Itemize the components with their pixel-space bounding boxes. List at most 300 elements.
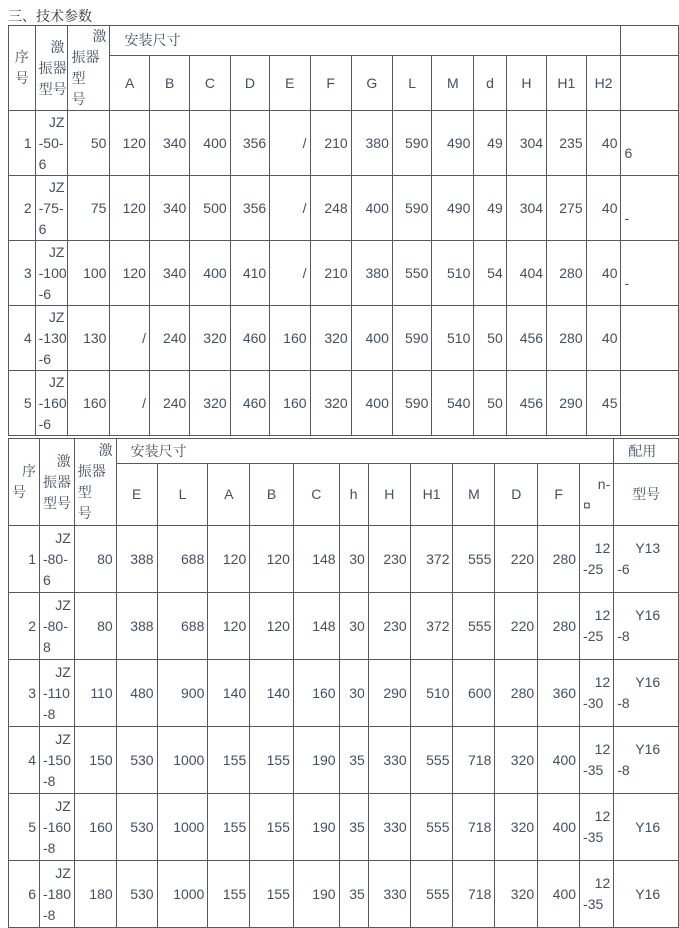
serial-cell: 1 xyxy=(9,111,36,176)
dim-cell: 35 xyxy=(339,727,368,794)
tech-params-table-top xyxy=(8,25,679,436)
dim-cell: 590 xyxy=(392,306,432,371)
dim-cell: 718 xyxy=(453,861,495,928)
cell-line: -35 xyxy=(583,762,604,778)
cell-line: 6 xyxy=(42,571,51,588)
cell-line: -8 xyxy=(42,772,56,789)
dim-cell: 304 xyxy=(506,111,546,176)
header-dim: L xyxy=(392,56,432,111)
cell-line: -130 xyxy=(38,329,67,346)
dim-cell: 40 xyxy=(586,306,621,371)
header-exciter-type xyxy=(74,439,116,526)
serial-cell: 3 xyxy=(9,660,40,727)
header-dim: F xyxy=(310,56,351,111)
motor-model-cell xyxy=(614,861,679,928)
dim-cell: 49 xyxy=(474,176,506,241)
cell-line: 12 xyxy=(594,674,611,690)
dim-cell: 148 xyxy=(293,593,339,660)
dim-cell: 190 xyxy=(293,727,339,794)
motor-model-cell xyxy=(614,526,679,593)
cell-line: -6 xyxy=(617,561,630,577)
exciter-model-cell xyxy=(35,241,68,306)
exciter-model-cell xyxy=(39,861,74,928)
cell-line: 12 xyxy=(594,808,611,824)
dim-cell: 120 xyxy=(208,526,250,593)
dim-cell: 155 xyxy=(208,861,250,928)
dim-cell: 400 xyxy=(351,306,392,371)
n-holes-cell xyxy=(580,861,614,928)
dim-cell: 280 xyxy=(495,660,538,727)
dim-cell: 590 xyxy=(392,371,432,436)
dim-cell: 320 xyxy=(190,371,230,436)
cell-line: -160 xyxy=(42,818,72,835)
cell-line: 6 xyxy=(38,220,47,237)
exciter-model-cell xyxy=(35,371,68,436)
n-holes-cell xyxy=(580,593,614,660)
tech-params-table-bottom xyxy=(8,438,679,928)
dim-cell: 50 xyxy=(474,306,506,371)
dim-cell: 40 xyxy=(586,111,621,176)
dim-cell: 320 xyxy=(190,306,230,371)
cell-line: 8 xyxy=(42,638,51,655)
header-row-group xyxy=(9,439,679,464)
cell-line: -75- xyxy=(38,199,64,216)
header-line: 号 xyxy=(77,505,92,521)
dim-cell: 530 xyxy=(116,794,157,861)
header-line: 型号 xyxy=(38,80,67,97)
cell-line: -8 xyxy=(42,906,56,923)
header-dim: L xyxy=(157,464,208,526)
header-exciter-type xyxy=(68,26,110,111)
cell-line: JZ xyxy=(48,243,65,260)
dim-cell: 900 xyxy=(157,660,208,727)
cell-line: JZ xyxy=(48,113,65,130)
clipped-cell xyxy=(621,241,679,306)
dim-cell: 30 xyxy=(339,526,368,593)
header-serial: 序号 xyxy=(9,26,36,111)
header-exciter-model xyxy=(39,439,74,526)
header-line: 激 xyxy=(56,452,71,469)
dim-cell: 220 xyxy=(495,593,538,660)
dim-cell: 372 xyxy=(410,526,453,593)
dim-cell: 275 xyxy=(547,176,587,241)
dim-cell: 220 xyxy=(495,526,538,593)
dim-cell: 460 xyxy=(230,371,270,436)
header-line: 振器 xyxy=(38,59,67,76)
dim-cell: 320 xyxy=(495,861,538,928)
exciter-model-cell xyxy=(39,660,74,727)
serial-cell: 2 xyxy=(9,176,36,241)
dim-cell: 30 xyxy=(339,660,368,727)
dim-cell: 320 xyxy=(495,794,538,861)
cell-line: JZ xyxy=(55,663,71,680)
dim-cell: 155 xyxy=(250,727,294,794)
dim-cell: 388 xyxy=(116,526,157,593)
dim-cell: 360 xyxy=(538,660,580,727)
header-line: 振器型 xyxy=(77,463,106,500)
dim-cell: 54 xyxy=(474,241,506,306)
exciter-type-cell: 160 xyxy=(68,371,110,436)
dim-cell: 460 xyxy=(230,306,270,371)
dim-cell: 555 xyxy=(410,794,453,861)
cell-line: Y16 xyxy=(635,607,661,623)
table-row xyxy=(9,861,679,928)
cell-line: -160 xyxy=(38,394,67,411)
exciter-type-cell: 110 xyxy=(74,660,116,727)
serial-cell: 3 xyxy=(9,241,36,306)
motor-model-cell xyxy=(614,593,679,660)
dim-cell: 49 xyxy=(474,111,506,176)
clipped-cell xyxy=(621,371,679,436)
header-dim: H1 xyxy=(547,56,587,111)
table-row xyxy=(9,371,679,436)
dim-cell: 280 xyxy=(538,593,580,660)
cell-line: -80- xyxy=(42,617,68,634)
cell-line: -8 xyxy=(617,762,630,778)
exciter-type-cell: 100 xyxy=(68,241,110,306)
cell-line: Y16 xyxy=(635,885,661,902)
header-dim: B xyxy=(250,464,294,526)
dim-cell: 356 xyxy=(230,176,270,241)
header-dim: E xyxy=(270,56,310,111)
n-holes-cell xyxy=(580,794,614,861)
header-dim: h xyxy=(339,464,368,526)
table-row xyxy=(9,306,679,371)
dim-cell: 40 xyxy=(586,241,621,306)
dim-cell: 140 xyxy=(250,660,294,727)
dim-cell: 510 xyxy=(432,241,474,306)
exciter-model-cell xyxy=(39,727,74,794)
header-dim: H1 xyxy=(410,464,453,526)
table-row xyxy=(9,660,679,727)
dim-cell: 340 xyxy=(149,111,189,176)
dim-cell: 600 xyxy=(453,660,495,727)
exciter-type-cell: 160 xyxy=(74,794,116,861)
cell-line: Y16 xyxy=(635,674,661,690)
header-serial xyxy=(9,439,40,526)
cell-line: -30 xyxy=(583,695,604,711)
motor-model-cell xyxy=(614,660,679,727)
cell-line: JZ xyxy=(48,373,65,390)
table-row xyxy=(9,526,679,593)
dim-cell: 555 xyxy=(410,861,453,928)
header-exciter-model xyxy=(35,26,68,111)
dim-cell: 510 xyxy=(410,660,453,727)
header-dim: G xyxy=(351,56,392,111)
cell-line: JZ xyxy=(48,308,65,325)
cell-line: -6 xyxy=(38,415,52,432)
dim-cell: 280 xyxy=(538,526,580,593)
header-line: 激 xyxy=(98,442,113,458)
header-dim: C xyxy=(293,464,339,526)
dim-cell: 410 xyxy=(230,241,270,306)
cell-line: -6 xyxy=(38,350,52,367)
dim-cell: 400 xyxy=(351,176,392,241)
cell-line: JZ xyxy=(48,178,65,195)
dim-cell: 555 xyxy=(453,526,495,593)
exciter-type-cell: 150 xyxy=(74,727,116,794)
cell-line: Y16 xyxy=(635,741,661,757)
table-row xyxy=(9,727,679,794)
n-holes-cell xyxy=(580,526,614,593)
dim-cell: 155 xyxy=(250,861,294,928)
header-motor-sub: 型号 xyxy=(614,464,679,526)
dim-cell: 510 xyxy=(432,306,474,371)
header-dim: M xyxy=(453,464,495,526)
dim-cell: 1000 xyxy=(157,861,208,928)
dim-cell: 160 xyxy=(270,306,310,371)
header-line: 振器型 xyxy=(71,49,100,86)
dim-cell: 35 xyxy=(339,861,368,928)
exciter-model-cell xyxy=(39,794,74,861)
dim-cell: 280 xyxy=(547,241,587,306)
cell-line: 12 xyxy=(594,875,611,891)
dim-cell: 30 xyxy=(339,593,368,660)
cell-line: 6 xyxy=(624,145,633,161)
cell-line: -8 xyxy=(617,628,630,644)
dim-cell: 120 xyxy=(208,593,250,660)
dim-cell: 280 xyxy=(547,306,587,371)
header-clipped-group xyxy=(621,26,679,56)
dim-cell: 490 xyxy=(432,176,474,241)
cell-line: JZ xyxy=(55,730,71,747)
cell-line xyxy=(621,187,678,208)
cell-line: -8 xyxy=(42,839,56,856)
header-line: ¤ xyxy=(583,496,591,513)
serial-cell: 6 xyxy=(9,861,40,928)
serial-cell: 5 xyxy=(9,371,36,436)
dim-cell: 456 xyxy=(506,371,546,436)
dim-cell: 530 xyxy=(116,727,157,794)
dim-cell: 480 xyxy=(116,660,157,727)
header-n-holes xyxy=(580,464,614,526)
exciter-type-cell: 50 xyxy=(68,111,110,176)
table-row xyxy=(9,111,679,176)
cell-line: -8 xyxy=(617,695,630,711)
exciter-model-cell xyxy=(35,306,68,371)
header-dim: F xyxy=(538,464,580,526)
cell-line: JZ xyxy=(55,529,71,546)
exciter-model-cell xyxy=(35,111,68,176)
cell-line: 12 xyxy=(594,607,611,623)
page-content xyxy=(8,8,679,928)
dim-cell: 240 xyxy=(149,371,189,436)
dim-cell: / xyxy=(110,306,150,371)
dim-cell: 230 xyxy=(368,593,410,660)
dim-cell: / xyxy=(110,371,150,436)
header-line: 振器 xyxy=(42,473,71,490)
table-row xyxy=(9,241,679,306)
header-dim: E xyxy=(116,464,157,526)
dim-cell: 590 xyxy=(392,176,432,241)
dim-cell: 320 xyxy=(495,727,538,794)
dim-cell: 490 xyxy=(432,111,474,176)
page-title: 三、技术参数 xyxy=(8,8,92,24)
table-row xyxy=(9,593,679,660)
dim-cell: 400 xyxy=(538,727,580,794)
dim-cell: 290 xyxy=(547,371,587,436)
cell-line: Y16 xyxy=(635,818,661,835)
dim-cell: 190 xyxy=(293,794,339,861)
header-dim: H2 xyxy=(586,56,621,111)
table-row xyxy=(9,794,679,861)
dim-cell: 380 xyxy=(351,111,392,176)
cell-line: JZ xyxy=(55,864,71,881)
header-row-group xyxy=(9,26,679,56)
dim-cell: 718 xyxy=(453,727,495,794)
dim-cell: 155 xyxy=(250,794,294,861)
cell-line: -100 xyxy=(38,264,67,281)
dim-cell: 160 xyxy=(293,660,339,727)
exciter-model-cell xyxy=(35,176,68,241)
dim-cell: 540 xyxy=(432,371,474,436)
cell-line: -110 xyxy=(42,684,70,701)
cell-line: -50- xyxy=(38,134,64,151)
dim-cell: 148 xyxy=(293,526,339,593)
dim-cell: 40 xyxy=(586,176,621,241)
cell-line xyxy=(621,252,678,273)
dim-cell: 456 xyxy=(506,306,546,371)
dim-cell: 240 xyxy=(149,306,189,371)
n-holes-cell xyxy=(580,660,614,727)
cell-line: 6 xyxy=(38,155,47,172)
cell-line: Y13 xyxy=(635,540,661,556)
dim-cell: 590 xyxy=(392,111,432,176)
dim-cell: 304 xyxy=(506,176,546,241)
dim-cell: 320 xyxy=(310,306,351,371)
header-dim: B xyxy=(149,56,189,111)
header-motor-group: 配用 xyxy=(614,439,679,464)
cell-line: -35 xyxy=(583,896,604,912)
serial-cell: 2 xyxy=(9,593,40,660)
cell-line: -150 xyxy=(42,751,72,768)
dim-cell: 718 xyxy=(453,794,495,861)
serial-cell: 5 xyxy=(9,794,40,861)
dim-cell: 400 xyxy=(190,111,230,176)
header-row-dims xyxy=(9,56,679,111)
dim-cell: 320 xyxy=(310,371,351,436)
dim-cell: 400 xyxy=(351,371,392,436)
exciter-type-cell: 130 xyxy=(68,306,110,371)
clipped-cell xyxy=(621,306,679,371)
dim-cell: 530 xyxy=(116,861,157,928)
exciter-type-cell: 80 xyxy=(74,526,116,593)
dim-cell: 1000 xyxy=(157,794,208,861)
dim-cell: 45 xyxy=(586,371,621,436)
cell-line: - xyxy=(624,210,630,226)
dim-cell: 330 xyxy=(368,727,410,794)
cell-line: -180 xyxy=(42,885,72,902)
dim-cell: 356 xyxy=(230,111,270,176)
header-dim: d xyxy=(474,56,506,111)
dim-cell: 404 xyxy=(506,241,546,306)
dim-cell: 50 xyxy=(474,371,506,436)
dim-cell: 120 xyxy=(110,111,150,176)
dim-cell: 688 xyxy=(157,593,208,660)
header-dim: C xyxy=(190,56,230,111)
cell-line: 12 xyxy=(594,540,611,556)
dim-cell: 155 xyxy=(208,727,250,794)
dim-cell: 340 xyxy=(149,241,189,306)
cell-line: 12 xyxy=(594,741,611,757)
serial-cell: 4 xyxy=(9,306,36,371)
dim-cell: 35 xyxy=(339,794,368,861)
dim-cell: 500 xyxy=(190,176,230,241)
header-dim: D xyxy=(230,56,270,111)
dim-cell: / xyxy=(270,176,310,241)
header-line: 号 xyxy=(71,91,86,107)
cell-line: JZ xyxy=(55,596,71,613)
dim-cell: 230 xyxy=(368,526,410,593)
exciter-type-cell: 75 xyxy=(68,176,110,241)
dim-cell: 400 xyxy=(538,861,580,928)
dim-cell: 380 xyxy=(351,241,392,306)
dim-cell: 155 xyxy=(208,794,250,861)
dim-cell: 120 xyxy=(110,241,150,306)
dim-cell: 140 xyxy=(208,660,250,727)
header-dim: A xyxy=(208,464,250,526)
dim-cell: 555 xyxy=(410,727,453,794)
dim-cell: 210 xyxy=(310,111,351,176)
dim-cell: / xyxy=(270,241,310,306)
cell-line: -25 xyxy=(583,561,604,577)
dim-cell: 160 xyxy=(270,371,310,436)
header-clipped-sub xyxy=(621,56,679,111)
cell-line: JZ xyxy=(55,797,71,814)
dim-cell: 290 xyxy=(368,660,410,727)
dim-cell: 340 xyxy=(149,176,189,241)
header-line: 号 xyxy=(12,484,26,500)
header-dim: M xyxy=(432,56,474,111)
n-holes-cell xyxy=(580,727,614,794)
dim-cell: 235 xyxy=(547,111,587,176)
cell-line: -35 xyxy=(583,829,604,845)
header-install-dims: 安装尺寸 xyxy=(110,26,621,56)
exciter-type-cell: 180 xyxy=(74,861,116,928)
cell-line: -6 xyxy=(38,285,52,302)
dim-cell: 120 xyxy=(110,176,150,241)
header-dim: H xyxy=(506,56,546,111)
header-dim: D xyxy=(495,464,538,526)
table-row xyxy=(9,176,679,241)
dim-cell: 400 xyxy=(538,794,580,861)
exciter-type-cell: 80 xyxy=(74,593,116,660)
exciter-model-cell xyxy=(39,526,74,593)
dim-cell: 330 xyxy=(368,794,410,861)
exciter-model-cell xyxy=(39,593,74,660)
dim-cell: 1000 xyxy=(157,727,208,794)
dim-cell: 330 xyxy=(368,861,410,928)
header-dim: A xyxy=(110,56,150,111)
header-dim: H xyxy=(368,464,410,526)
cell-line: - xyxy=(624,275,630,291)
header-line: 序 xyxy=(21,463,36,479)
cell-line: -80- xyxy=(42,550,68,567)
motor-model-cell xyxy=(614,727,679,794)
dim-cell: 120 xyxy=(250,526,294,593)
header-line: 激 xyxy=(92,28,107,44)
clipped-cell xyxy=(621,111,679,176)
dim-cell: 400 xyxy=(190,241,230,306)
header-line: 激 xyxy=(50,38,65,55)
dim-cell: 388 xyxy=(116,593,157,660)
dim-cell: 120 xyxy=(250,593,294,660)
dim-cell: 372 xyxy=(410,593,453,660)
cell-line xyxy=(621,122,678,143)
dim-cell: 248 xyxy=(310,176,351,241)
header-install-dims: 安装尺寸 xyxy=(116,439,614,464)
clipped-cell xyxy=(621,176,679,241)
